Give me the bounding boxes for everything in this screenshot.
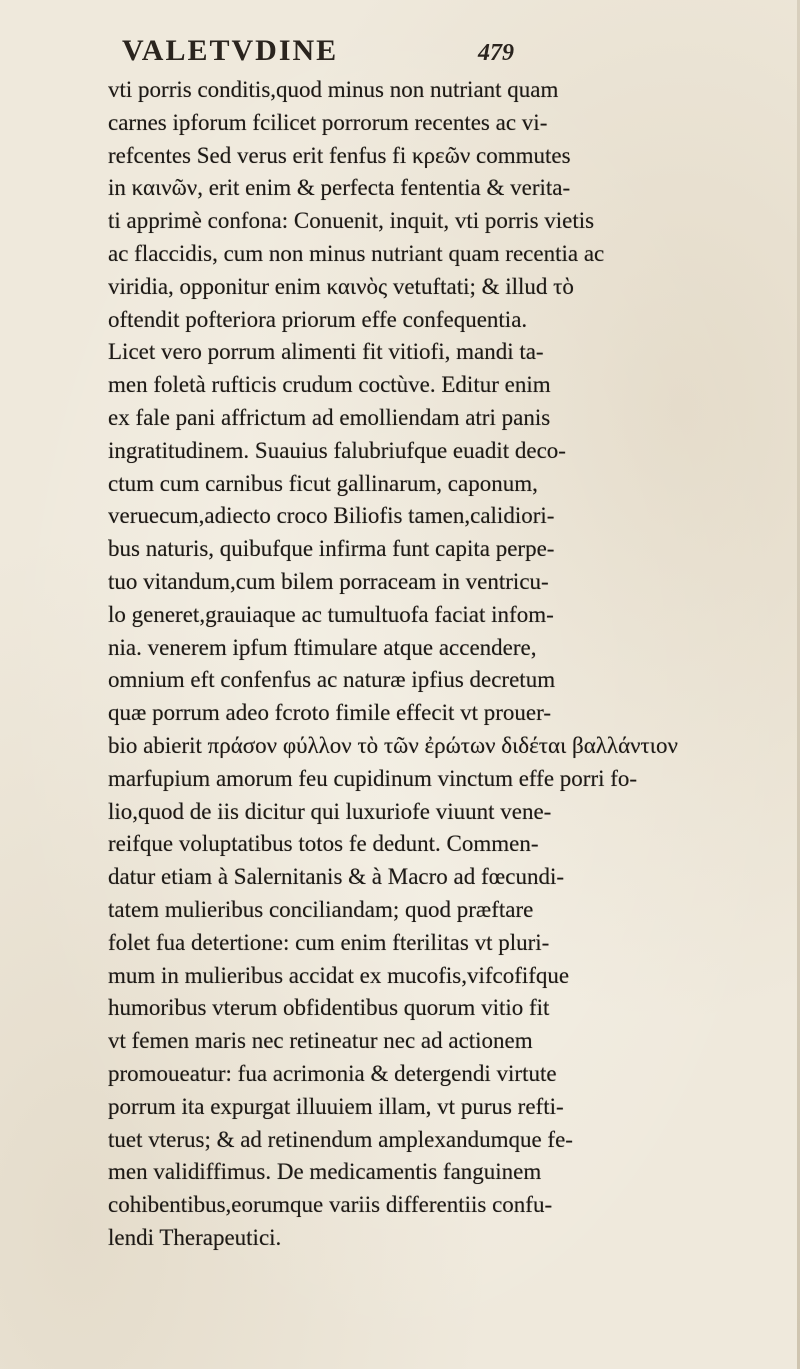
text-line: ti apprimè confona: Conuenit, inquit, vti porris vietis [108,208,595,234]
text-line: carnes ipforum fcilicet porrorum recentes ac vi- [108,109,548,135]
text-line: lo generet,grauiaque ac tumultuofa faciat infom- [108,601,554,627]
page-number: 479 [478,40,514,66]
text-line: lio,quod de iis dicitur qui luxuriofe viuunt vene- [108,798,552,824]
text-line: nia. venerem ipfum ftimulare atque accendere, [108,634,537,660]
text-line: ctum cum carnibus ficut gallinarum, caponum, [108,470,538,496]
body-text [108,74,690,1255]
text-line: bus naturis, quibufque infirma funt capita perpe- [108,536,555,562]
running-head: VALETVDINE [122,34,339,67]
text-line: ex fale pani affrictum ad emolliendam atri panis [108,404,551,430]
text-line: men foletà rufticis crudum coctùve. Editur enim [108,372,551,398]
text-line: Licet vero porrum alimenti fit vitiofi, mandi ta- [108,339,544,365]
text-line: in καινῶν, erit enim & perfecta fententia & verita- [108,175,571,201]
text-line: reifque voluptatibus totos fe dedunt. Commen- [108,831,539,857]
text-line: marfupium amorum feu cupidinum vinctum effe porri fo- [108,765,638,791]
text-line: lendi Therapeutici. [108,1224,282,1250]
text-line: tuo vitandum,cum bilem porraceam in ventricu- [108,568,549,594]
text-line: porrum ita expurgat illuuiem illam, vt purus refti- [108,1093,564,1119]
text-line: vt femen maris nec retineatur nec ad actionem [108,1028,533,1054]
text-line: veruecum,adiecto croco Biliofis tamen,calidiori- [108,503,555,529]
text-line: datur etiam à Salernitanis & à Macro ad fœcundi- [108,864,565,890]
text-line: ac flaccidis, cum non minus nutriant quam recentia ac [108,240,605,266]
text-line: men validiffimus. De medicamentis fanguinem [108,1159,542,1185]
page-header [108,30,578,76]
text-line: omnium eft confenfus ac naturæ ipfius decretum [108,667,556,693]
text-line: quæ porrum adeo fcroto fimile effecit vt prouer- [108,700,551,726]
text-line: vti porris conditis,quod minus non nutriant quam [108,77,559,102]
text-line: promoueatur: fua acrimonia & detergendi virtute [108,1060,557,1086]
text-line: refcentes Sed verus erit fenfus fi κρεῶν commutes [108,142,571,168]
text-line: tuet vterus; & ad retinendum amplexandumque fe- [108,1126,573,1152]
text-line: humoribus vterum obfidentibus quorum vitio fit [108,995,550,1021]
text-line: oftendit pofteriora priorum effe confequentia. [108,306,528,332]
text-line: bio abierit πράσον φύλλον τὸ τῶν ἐρώτων διδέται βαλλάντιον [108,732,678,758]
text-line: cohibentibus,eorumque variis differentiis confu- [108,1192,553,1218]
text-line: folet fua detertione: cum enim fterilitas vt pluri- [108,929,550,955]
text-line: viridia, opponitur enim καινὸς vetuftati; & illud τὸ [108,273,574,299]
text-line: tatem mulieribus conciliandam; quod præftare [108,896,534,922]
text-line: mum in mulieribus accidat ex mucofis,vifcofifque [108,962,570,988]
text-line: ingratitudinem. Suauius falubriufque euadit deco- [108,437,566,463]
